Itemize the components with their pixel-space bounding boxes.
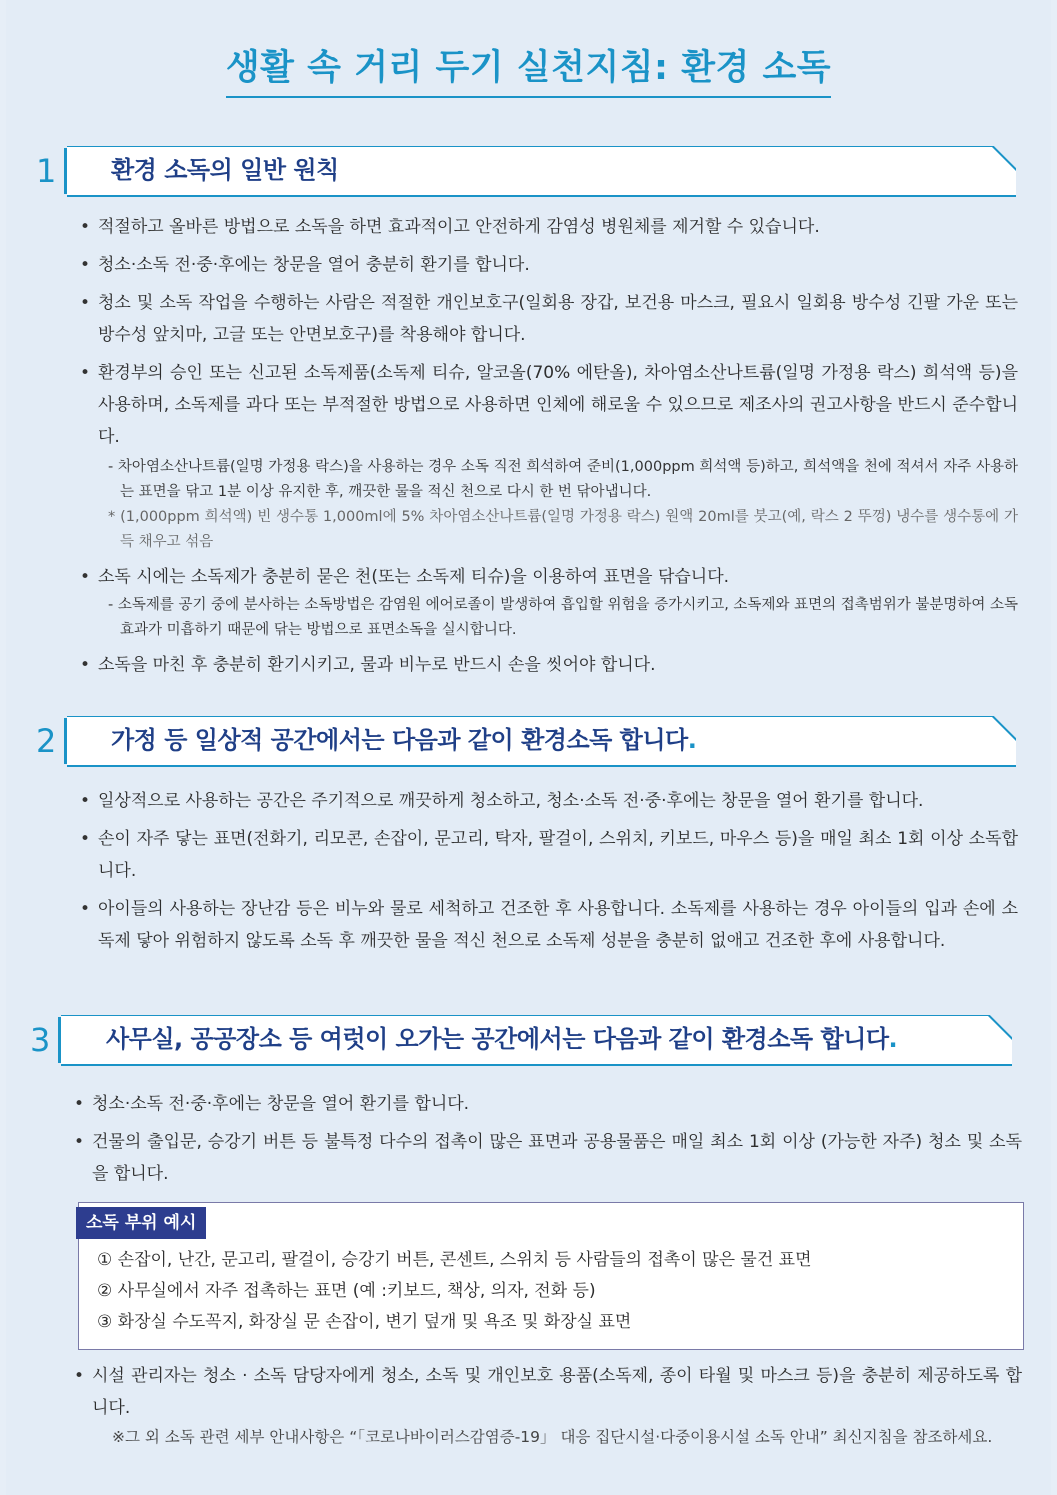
list-item (80, 561, 1018, 643)
section-2-title-text: 가정 등 일상적 공간에서는 다음과 같이 환경소독 합니다 (111, 726, 688, 754)
section-3-list-end (74, 1360, 1022, 1457)
sub-item-wipe: - 소독제를 공기 중에 분사하는 소독방법은 감염원 에어로졸이 발생하여 흡입할 위험을 증가시키고, 소독제와 표면의 접촉범위가 불분명하여 소독효과가 미흡하기 때문에 닦는 방법으로 표면소독을 실시합니다. (108, 597, 1018, 638)
section-2-list (80, 785, 1018, 963)
section-3-number: 3 (30, 1021, 51, 1059)
section-1-header (36, 146, 1016, 196)
section-3-list (74, 1088, 1022, 1196)
section-3-title: 사무실, 공공장소 등 여럿이 오가는 공간에서는 다음과 같이 환경소독 합니다. (106, 1025, 898, 1053)
page-title-wrap (6, 40, 1051, 98)
example-box (78, 1202, 1024, 1350)
list-item (74, 1360, 1022, 1451)
list-item: • 청소·소독 전·중·후에는 창문을 열어 충분히 환기를 합니다. (80, 249, 1018, 281)
list-item: • 소독을 마친 후 충분히 환기시키고, 물과 비누로 반드시 손을 씻어야 합니다. (80, 649, 1018, 681)
note-bleach: * (1,000ppm 희석액) 빈 생수통 1,000ml에 5% 차아염소산나트륨(일명 가정용 락스) 원액 20ml를 붓고(예, 락스 2 뚜껑) 냉수를 생수통에 가득 채우고 섞음 (108, 509, 1018, 550)
list-item-text: 소독 시에는 소독제가 충분히 묻은 천(또는 소독제 티슈)을 이용하여 표면을 닦습니다. (98, 567, 730, 587)
list-item: • 손이 자주 닿는 표면(전화기, 리모콘, 손잡이, 문고리, 탁자, 팔걸이, 스위치, 키보드, 마우스 등)을 매일 최소 1회 이상 소독합니다. (80, 823, 1018, 887)
list-item: • 아이들의 사용하는 장난감 등은 비누와 물로 세척하고 건조한 후 사용합니다. 소독제를 사용하는 경우 아이들의 입과 손에 소독제 닿아 위험하지 않도록 소독 후 깨끗한 물을 적신 천으로 소독제 성분을 충분히 없애고 건조한 후에 사용합니다. (80, 893, 1018, 957)
section-3-header (30, 1015, 1012, 1065)
list-item: • 청소·소독 전·중·후에는 창문을 열어 환기를 합니다. (74, 1088, 1022, 1120)
section-3-corner (978, 1015, 1012, 1049)
document-page (6, 0, 1051, 1495)
list-item: • 건물의 출입문, 승강기 버튼 등 불특정 다수의 접촉이 많은 표면과 공용물품은 매일 최소 1회 이상 (가능한 자주) 청소 및 소독을 합니다. (74, 1126, 1022, 1190)
end-note: ※그 외 소독 관련 세부 안내사항은 “「코로나바이러스감염증-19」 대응 집단시설·다중이용시설 소독 안내” 최신지침을 참조하세요. (112, 1428, 993, 1446)
list-item-text: 시설 관리자는 청소 · 소독 담당자에게 청소, 소독 및 개인보호 용품(소독제, 종이 타월 및 마스크 등)을 충분히 제공하도록 합니다. (92, 1366, 1022, 1418)
section-1-title: 환경 소독의 일반 원칙 (111, 156, 339, 184)
example-item: ② 사무실에서 자주 접촉하는 표면 (예 :키보드, 책상, 의자, 전화 등) (97, 1281, 596, 1301)
section-1-number: 1 (36, 152, 57, 190)
list-item-text: 환경부의 승인 또는 신고된 소독제품(소독제 티슈, 알코올(70% 에탄올), 차아염소산나트륨(일명 가정용 락스) 희석액 등)을 사용하며, 소독제를 과다 또는 부적절한 방법으로 사용하면 인체에 해로울 수 있으므로 제조사의 권고사항을 반드시 준수합니다. (98, 363, 1018, 447)
section-2-title: 가정 등 일상적 공간에서는 다음과 같이 환경소독 합니다. (111, 726, 697, 754)
section-2-bar (64, 718, 67, 764)
example-item: ③ 화장실 수도꼭지, 화장실 문 손잡이, 변기 덮개 및 욕조 및 화장실 표면 (97, 1312, 632, 1332)
section-1-corner (982, 146, 1016, 180)
sub-item-bleach: - 차아염소산나트륨(일명 가정용 락스)을 사용하는 경우 소독 직전 희석하여 준비(1,000ppm 희석액 등)하고, 희석액을 천에 적셔서 자주 사용하는 표면을 닦고 1분 이상 유지한 후, 깨끗한 물을 적신 천으로 다시 한 번 닦아냅니다. (108, 459, 1018, 500)
example-label: 소독 부위 예시 (76, 1207, 206, 1239)
list-item: • 적절하고 올바른 방법으로 소독을 하면 효과적이고 안전하게 감염성 병원체를 제거할 수 있습니다. (80, 211, 1018, 243)
list-item: • 청소 및 소독 작업을 수행하는 사람은 적절한 개인보호구(일회용 장갑, 보건용 마스크, 필요시 일회용 방수성 긴팔 가운 또는 방수성 앞치마, 고글 또는 안면보호구)를 착용해야 합니다. (80, 287, 1018, 351)
section-2-header (36, 716, 1016, 766)
list-item: • 일상적으로 사용하는 공간은 주기적으로 깨끗하게 청소하고, 청소·소독 전·중·후에는 창문을 열어 환기를 합니다. (80, 785, 1018, 817)
section-1-bar (64, 148, 67, 194)
list-item (80, 357, 1018, 555)
page-title: 생활 속 거리 두기 실천지침: 환경 소독 (226, 40, 831, 98)
section-2-corner (982, 716, 1016, 750)
example-item: ① 손잡이, 난간, 문고리, 팔걸이, 승강기 버튼, 콘센트, 스위치 등 사람들의 접촉이 많은 물건 표면 (97, 1250, 812, 1270)
section-3-bar (58, 1017, 61, 1063)
section-3-title-text: 사무실, 공공장소 등 여럿이 오가는 공간에서는 다음과 같이 환경소독 합니다 (106, 1025, 889, 1053)
section-2-number: 2 (36, 722, 57, 760)
section-1-list (80, 211, 1018, 687)
example-list (97, 1245, 812, 1338)
